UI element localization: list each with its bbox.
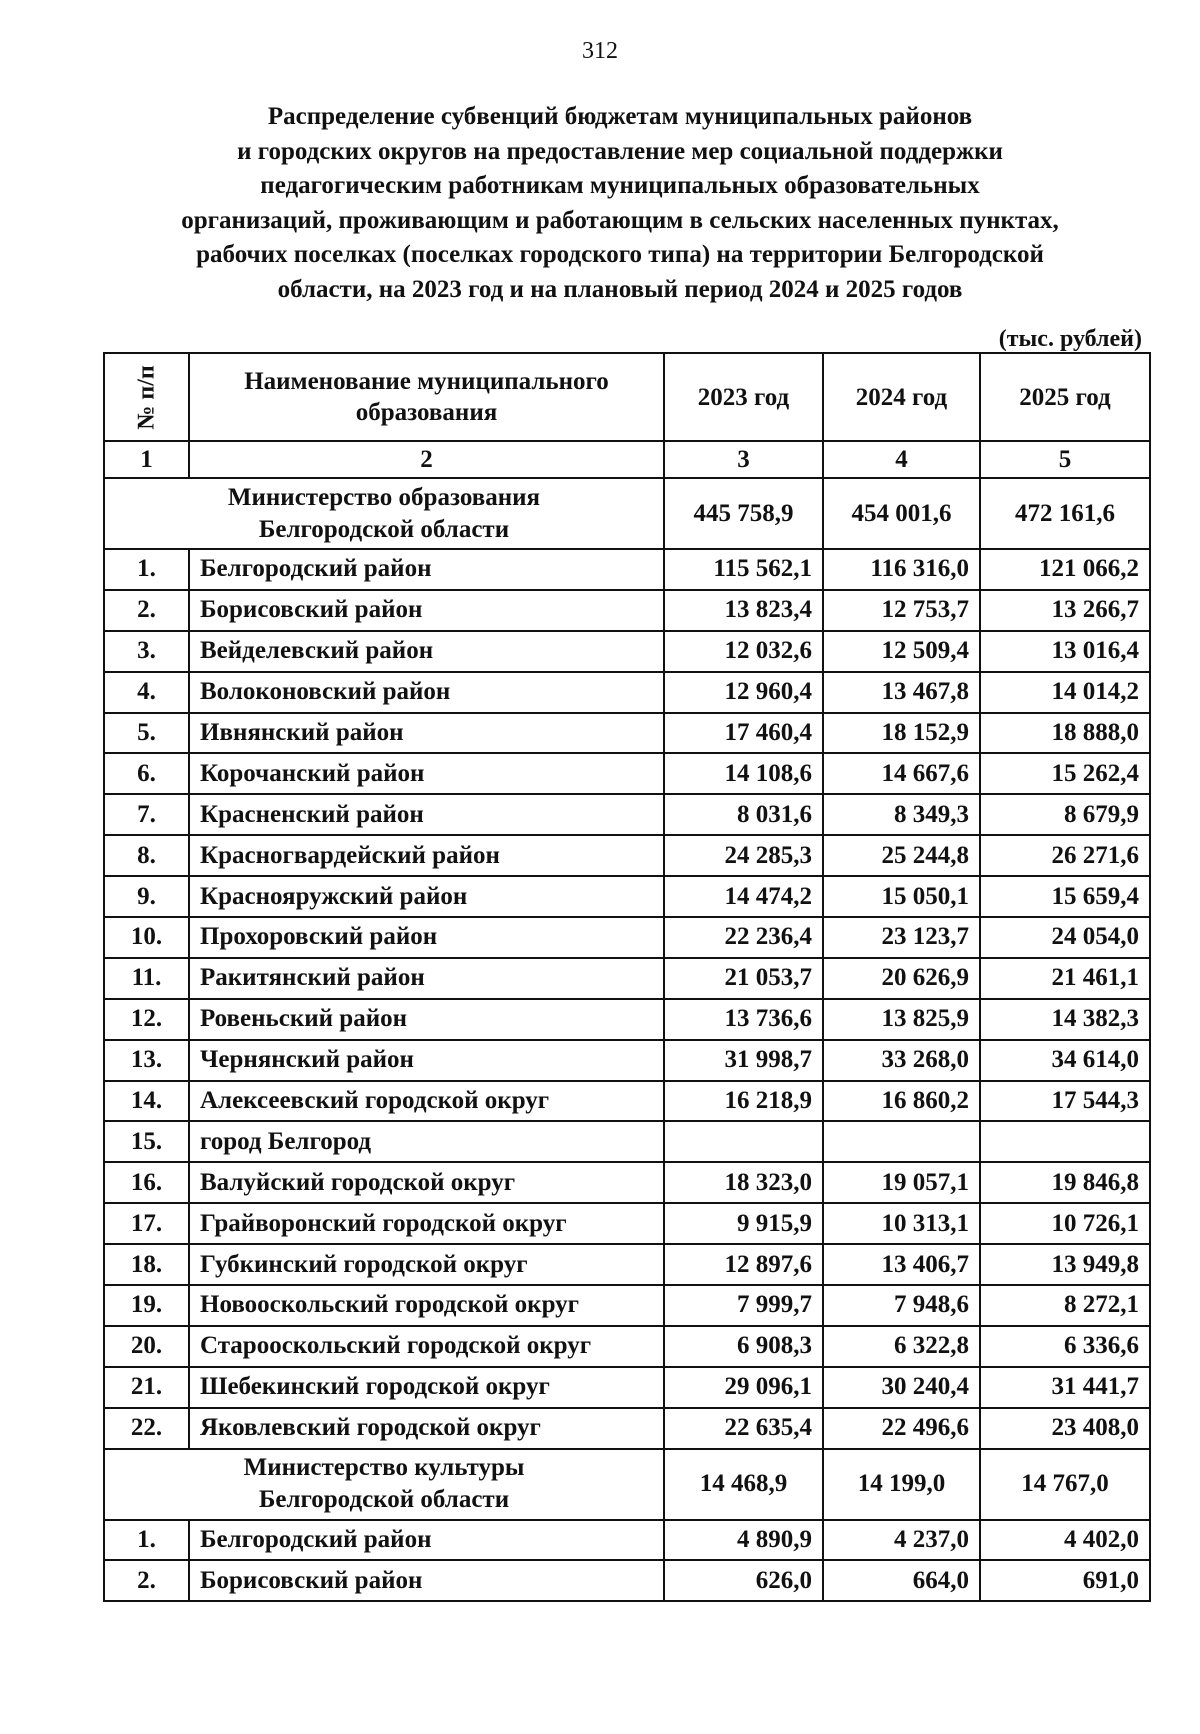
header-2023: 2023 год (664, 353, 823, 441)
row-number: 8. (104, 835, 189, 876)
value-2024: 6 322,8 (823, 1326, 980, 1367)
value-2023: 4 890,9 (664, 1520, 823, 1561)
table-row (104, 753, 1150, 794)
column-number: 2 (189, 441, 664, 478)
section-title-line: Белгородской области (258, 1486, 510, 1514)
table-row (104, 794, 1150, 835)
municipality-name: Ровеньский район (189, 999, 664, 1040)
value-2024: 18 152,9 (823, 713, 980, 754)
subventions-table (103, 352, 1151, 1602)
municipality-name: Краснояружский район (189, 876, 664, 917)
value-2023: 24 285,3 (664, 835, 823, 876)
value-2023 (664, 1121, 823, 1162)
section-title-line: Министерство культуры (243, 1454, 525, 1482)
value-2023: 17 460,4 (664, 713, 823, 754)
section-total-row (104, 478, 1150, 549)
row-number: 2. (104, 590, 189, 631)
row-number: 10. (104, 917, 189, 958)
municipality-name: Белгородский район (189, 1520, 664, 1561)
value-2024: 14 667,6 (823, 753, 980, 794)
value-2024: 19 057,1 (823, 1162, 980, 1203)
value-2023: 14 108,6 (664, 753, 823, 794)
value-2024: 12 753,7 (823, 590, 980, 631)
column-number: 5 (980, 441, 1150, 478)
value-2024: 12 509,4 (823, 631, 980, 672)
value-2023: 6 908,3 (664, 1326, 823, 1367)
value-2023: 29 096,1 (664, 1367, 823, 1408)
row-number: 16. (104, 1162, 189, 1203)
municipality-name: Борисовский район (189, 1560, 664, 1601)
value-2023: 22 635,4 (664, 1408, 823, 1449)
municipality-name: Красногвардейский район (189, 835, 664, 876)
table-row (104, 1121, 1150, 1162)
column-numbers-row (104, 441, 1150, 478)
value-2025: 13 016,4 (980, 631, 1150, 672)
value-2024: 13 406,7 (823, 1244, 980, 1285)
value-2023: 12 897,6 (664, 1244, 823, 1285)
municipality-name: Яковлевский городской округ (189, 1408, 664, 1449)
header-2024: 2024 год (823, 353, 980, 441)
municipality-name: Борисовский район (189, 590, 664, 631)
value-2024: 30 240,4 (823, 1367, 980, 1408)
municipality-name: Чернянский район (189, 1040, 664, 1081)
value-2024: 33 268,0 (823, 1040, 980, 1081)
title-line: организаций, проживающим и работающим в сельских населенных пунктах, (181, 206, 1059, 234)
row-number: 6. (104, 753, 189, 794)
row-number: 4. (104, 672, 189, 713)
value-2023: 18 323,0 (664, 1162, 823, 1203)
value-2024 (823, 1121, 980, 1162)
table-row (104, 1162, 1150, 1203)
table-row (104, 1367, 1150, 1408)
municipality-name: Валуйский городской округ (189, 1162, 664, 1203)
value-2024: 22 496,6 (823, 1408, 980, 1449)
value-2023: 12 960,4 (664, 672, 823, 713)
municipality-name: Грайворонский городской округ (189, 1203, 664, 1244)
value-2023: 9 915,9 (664, 1203, 823, 1244)
value-2023: 14 474,2 (664, 876, 823, 917)
row-number: 14. (104, 1081, 189, 1122)
value-2024: 8 349,3 (823, 794, 980, 835)
section-total-2025: 14 767,0 (980, 1449, 1150, 1520)
header-2025: 2025 год (980, 353, 1150, 441)
table-row (104, 672, 1150, 713)
municipality-name: Алексеевский городской округ (189, 1081, 664, 1122)
value-2023: 31 998,7 (664, 1040, 823, 1081)
value-2025: 26 271,6 (980, 835, 1150, 876)
title-line: и городских округов на предоставление мер социальной поддержки (237, 137, 1003, 165)
value-2023: 626,0 (664, 1560, 823, 1601)
table-row (104, 713, 1150, 754)
municipality-name: Ракитянский район (189, 958, 664, 999)
value-2024: 20 626,9 (823, 958, 980, 999)
column-number: 1 (104, 441, 189, 478)
table-row (104, 1326, 1150, 1367)
value-2024: 13 825,9 (823, 999, 980, 1040)
value-2023: 12 032,6 (664, 631, 823, 672)
value-2024: 7 948,6 (823, 1285, 980, 1326)
table-row (104, 835, 1150, 876)
municipality-name: Корочанский район (189, 753, 664, 794)
column-number: 4 (823, 441, 980, 478)
section-title-line: Белгородской области (258, 515, 510, 543)
table-row (104, 1081, 1150, 1122)
value-2025: 13 266,7 (980, 590, 1150, 631)
value-2024: 10 313,1 (823, 1203, 980, 1244)
value-2025: 13 949,8 (980, 1244, 1150, 1285)
value-2025: 10 726,1 (980, 1203, 1150, 1244)
value-2023: 8 031,6 (664, 794, 823, 835)
table-row (104, 631, 1150, 672)
table-row (104, 1244, 1150, 1285)
municipality-name: Прохоровский район (189, 917, 664, 958)
header-name-line: Наименование муниципального (244, 368, 609, 395)
row-number: 19. (104, 1285, 189, 1326)
value-2024: 13 467,8 (823, 672, 980, 713)
value-2025: 14 382,3 (980, 999, 1150, 1040)
value-2025: 23 408,0 (980, 1408, 1150, 1449)
value-2024: 4 237,0 (823, 1520, 980, 1561)
table-row (104, 1408, 1150, 1449)
municipality-name: Шебекинский городской округ (189, 1367, 664, 1408)
section-total-2023: 14 468,9 (664, 1449, 823, 1520)
municipality-name: Белгородский район (189, 549, 664, 590)
municipality-name: город Белгород (189, 1121, 664, 1162)
title-line: области, на 2023 год и на плановый период 2024 и 2025 годов (277, 275, 963, 303)
table-row (104, 549, 1150, 590)
value-2025: 31 441,7 (980, 1367, 1150, 1408)
value-2025: 21 461,1 (980, 958, 1150, 999)
value-2025: 15 262,4 (980, 753, 1150, 794)
value-2024: 16 860,2 (823, 1081, 980, 1122)
value-2025: 24 054,0 (980, 917, 1150, 958)
municipality-name: Вейделевский район (189, 631, 664, 672)
value-2024: 664,0 (823, 1560, 980, 1601)
value-2025: 4 402,0 (980, 1520, 1150, 1561)
municipality-name: Красненский район (189, 794, 664, 835)
section-title-line: Министерство образования (227, 483, 541, 511)
municipality-name: Губкинский городской округ (189, 1244, 664, 1285)
value-2023: 115 562,1 (664, 549, 823, 590)
table-row (104, 958, 1150, 999)
row-number: 17. (104, 1203, 189, 1244)
row-number: 13. (104, 1040, 189, 1081)
value-2024: 116 316,0 (823, 549, 980, 590)
value-2024: 23 123,7 (823, 917, 980, 958)
row-number: 1. (104, 549, 189, 590)
table-row (104, 917, 1150, 958)
table-header-row (104, 353, 1150, 441)
table-row (104, 1520, 1150, 1561)
value-2025: 19 846,8 (980, 1162, 1150, 1203)
table-row (104, 1560, 1150, 1601)
header-name (189, 353, 664, 441)
table-row (104, 1203, 1150, 1244)
row-number: 7. (104, 794, 189, 835)
section-total-2024: 454 001,6 (823, 478, 980, 549)
table-row (104, 1285, 1150, 1326)
value-2024: 25 244,8 (823, 835, 980, 876)
value-2023: 13 736,6 (664, 999, 823, 1040)
section-title (104, 478, 664, 549)
row-number: 11. (104, 958, 189, 999)
value-2025: 34 614,0 (980, 1040, 1150, 1081)
header-number (104, 353, 189, 441)
value-2023: 22 236,4 (664, 917, 823, 958)
section-title (104, 1449, 664, 1520)
column-number: 3 (664, 441, 823, 478)
row-number: 18. (104, 1244, 189, 1285)
row-number: 12. (104, 999, 189, 1040)
value-2024: 15 050,1 (823, 876, 980, 917)
row-number: 1. (104, 1520, 189, 1561)
value-2025: 14 014,2 (980, 672, 1150, 713)
header-name-line: образования (355, 399, 498, 426)
value-2025: 691,0 (980, 1560, 1150, 1601)
row-number: 15. (104, 1121, 189, 1162)
value-2025 (980, 1121, 1150, 1162)
section-total-row (104, 1449, 1150, 1520)
table-row (104, 876, 1150, 917)
table-row (104, 1040, 1150, 1081)
page-number: 312 (582, 38, 618, 64)
municipality-name: Старооскольский городской округ (189, 1326, 664, 1367)
row-number: 21. (104, 1367, 189, 1408)
value-2025: 8 679,9 (980, 794, 1150, 835)
row-number: 22. (104, 1408, 189, 1449)
value-2023: 13 823,4 (664, 590, 823, 631)
row-number: 3. (104, 631, 189, 672)
units-label: (тыс. рублей) (998, 326, 1142, 352)
row-number: 20. (104, 1326, 189, 1367)
row-number: 2. (104, 1560, 189, 1601)
title-line: педагогическим работникам муниципальных образовательных (260, 172, 980, 199)
table-row (104, 590, 1150, 631)
value-2023: 7 999,7 (664, 1285, 823, 1326)
header-number-label: № п/п (133, 365, 160, 430)
title-line: Распределение субвенций бюджетам муниципальных районов (267, 103, 973, 130)
value-2025: 15 659,4 (980, 876, 1150, 917)
value-2025: 17 544,3 (980, 1081, 1150, 1122)
section-total-2024: 14 199,0 (823, 1449, 980, 1520)
table-row (104, 999, 1150, 1040)
section-total-2025: 472 161,6 (980, 478, 1150, 549)
municipality-name: Новооскольский городской округ (189, 1285, 664, 1326)
row-number: 5. (104, 713, 189, 754)
municipality-name: Волоконовский район (189, 672, 664, 713)
title-line: рабочих поселках (поселках городского типа) на территории Белгородской (196, 241, 1044, 268)
row-number: 9. (104, 876, 189, 917)
value-2023: 21 053,7 (664, 958, 823, 999)
value-2023: 16 218,9 (664, 1081, 823, 1122)
document-title (100, 100, 1140, 307)
value-2025: 18 888,0 (980, 713, 1150, 754)
value-2025: 8 272,1 (980, 1285, 1150, 1326)
value-2025: 121 066,2 (980, 549, 1150, 590)
value-2025: 6 336,6 (980, 1326, 1150, 1367)
section-total-2023: 445 758,9 (664, 478, 823, 549)
municipality-name: Ивнянский район (189, 713, 664, 754)
